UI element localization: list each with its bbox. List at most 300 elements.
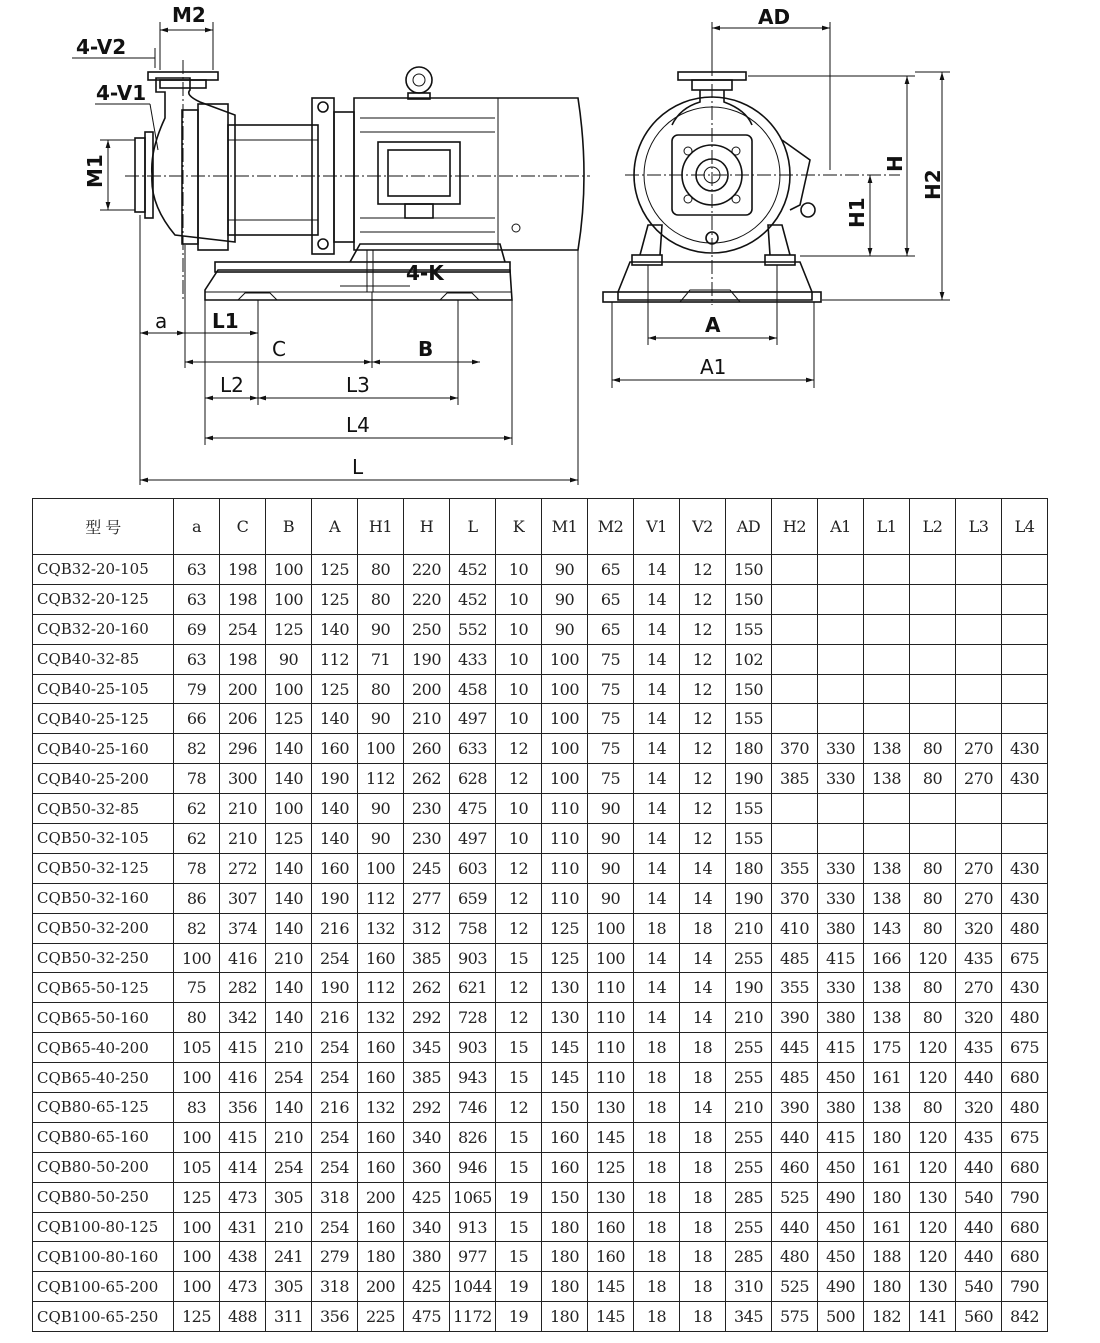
table-cell: 180 xyxy=(864,1182,910,1212)
table-cell: 488 xyxy=(220,1302,266,1332)
table-cell: 300 xyxy=(220,764,266,794)
table-cell: 62 xyxy=(174,824,220,854)
table-cell: 525 xyxy=(772,1182,818,1212)
table-cell xyxy=(910,614,956,644)
table-cell: 385 xyxy=(772,764,818,794)
table-cell: 100 xyxy=(542,764,588,794)
table-cell: 140 xyxy=(266,1093,312,1123)
table-cell: 140 xyxy=(266,1003,312,1033)
table-cell xyxy=(1002,614,1048,644)
table-cell: 14 xyxy=(634,973,680,1003)
table-cell: 18 xyxy=(680,1242,726,1272)
label-h1: H1 xyxy=(845,197,869,228)
table-row xyxy=(33,883,1048,913)
table-cell: 385 xyxy=(404,1063,450,1093)
table-cell: 746 xyxy=(450,1093,496,1123)
table-cell: 100 xyxy=(174,943,220,973)
table-cell: 680 xyxy=(1002,1242,1048,1272)
table-cell: 490 xyxy=(818,1182,864,1212)
table-cell: 80 xyxy=(174,1003,220,1033)
table-cell: 138 xyxy=(864,853,910,883)
table-cell: 125 xyxy=(266,704,312,734)
table-cell: 254 xyxy=(266,1063,312,1093)
table-cell: 10 xyxy=(496,674,542,704)
table-cell: 18 xyxy=(634,1093,680,1123)
table-cell: 452 xyxy=(450,584,496,614)
table-row xyxy=(33,794,1048,824)
table-cell: 188 xyxy=(864,1242,910,1272)
table-cell xyxy=(864,794,910,824)
table-cell: 100 xyxy=(266,584,312,614)
table-cell: 12 xyxy=(496,883,542,913)
table-cell: 430 xyxy=(1002,883,1048,913)
table-cell: 105 xyxy=(174,1033,220,1063)
model-cell: CQB50-32-200 xyxy=(33,913,174,943)
model-cell: CQB50-32-250 xyxy=(33,943,174,973)
table-cell: 90 xyxy=(588,853,634,883)
table-cell: 110 xyxy=(542,883,588,913)
table-cell: 497 xyxy=(450,704,496,734)
table-cell: 1065 xyxy=(450,1182,496,1212)
table-cell: 14 xyxy=(680,853,726,883)
table-cell: 18 xyxy=(634,1033,680,1063)
column-header: A xyxy=(312,499,358,555)
table-cell: 90 xyxy=(358,704,404,734)
table-cell: 90 xyxy=(542,555,588,585)
table-cell: 206 xyxy=(220,704,266,734)
table-cell: 143 xyxy=(864,913,910,943)
table-cell: 14 xyxy=(634,1003,680,1033)
table-cell: 12 xyxy=(680,644,726,674)
table-cell: 18 xyxy=(680,913,726,943)
table-cell: 633 xyxy=(450,734,496,764)
table-cell: 75 xyxy=(588,734,634,764)
table-cell: 18 xyxy=(634,1272,680,1302)
table-cell: 14 xyxy=(634,883,680,913)
table-cell: 80 xyxy=(910,913,956,943)
table-cell xyxy=(956,794,1002,824)
table-cell: 110 xyxy=(588,1003,634,1033)
table-cell: 198 xyxy=(220,644,266,674)
table-cell: 110 xyxy=(542,853,588,883)
table-cell: 903 xyxy=(450,943,496,973)
table-cell: 125 xyxy=(266,824,312,854)
table-row xyxy=(33,1152,1048,1182)
table-cell: 80 xyxy=(910,734,956,764)
table-cell: 66 xyxy=(174,704,220,734)
model-cell: CQB65-40-250 xyxy=(33,1063,174,1093)
table-cell: 79 xyxy=(174,674,220,704)
model-cell: CQB100-65-200 xyxy=(33,1272,174,1302)
table-cell: 680 xyxy=(1002,1212,1048,1242)
label-a1: A1 xyxy=(700,355,727,379)
table-cell: 1172 xyxy=(450,1302,496,1332)
table-cell: 435 xyxy=(956,943,1002,973)
table-cell: 75 xyxy=(588,704,634,734)
table-cell: 220 xyxy=(404,584,450,614)
table-cell: 10 xyxy=(496,824,542,854)
table-cell: 100 xyxy=(542,644,588,674)
table-row xyxy=(33,1093,1048,1123)
table-cell: 155 xyxy=(726,614,772,644)
table-cell: 120 xyxy=(910,1122,956,1152)
table-cell: 241 xyxy=(266,1242,312,1272)
table-cell: 560 xyxy=(956,1302,1002,1332)
table-cell: 262 xyxy=(404,973,450,1003)
table-cell: 415 xyxy=(818,943,864,973)
model-cell: CQB40-25-125 xyxy=(33,704,174,734)
table-cell: 112 xyxy=(312,644,358,674)
table-cell: 18 xyxy=(680,1122,726,1152)
table-cell xyxy=(1002,704,1048,734)
table-cell xyxy=(864,614,910,644)
table-cell xyxy=(864,644,910,674)
table-cell: 415 xyxy=(818,1033,864,1063)
table-row xyxy=(33,555,1048,585)
model-cell: CQB32-20-160 xyxy=(33,614,174,644)
table-cell: 438 xyxy=(220,1242,266,1272)
table-cell: 161 xyxy=(864,1152,910,1182)
table-row xyxy=(33,1272,1048,1302)
table-cell: 18 xyxy=(680,1302,726,1332)
table-cell xyxy=(1002,644,1048,674)
table-cell: 12 xyxy=(496,973,542,1003)
table-cell: 160 xyxy=(358,1212,404,1242)
table-cell: 415 xyxy=(220,1122,266,1152)
table-cell: 125 xyxy=(312,584,358,614)
column-header: 型 号 xyxy=(33,499,174,555)
table-cell: 370 xyxy=(772,734,818,764)
table-cell: 160 xyxy=(358,1063,404,1093)
table-cell: 140 xyxy=(266,764,312,794)
model-cell: CQB65-40-200 xyxy=(33,1033,174,1063)
table-cell: 356 xyxy=(220,1093,266,1123)
table-cell: 125 xyxy=(542,943,588,973)
table-cell: 138 xyxy=(864,973,910,1003)
column-header: H2 xyxy=(772,499,818,555)
table-cell: 210 xyxy=(266,1122,312,1152)
table-cell: 100 xyxy=(174,1242,220,1272)
table-cell: 270 xyxy=(956,883,1002,913)
table-cell xyxy=(910,674,956,704)
table-cell: 105 xyxy=(174,1152,220,1182)
table-cell: 10 xyxy=(496,704,542,734)
table-cell: 458 xyxy=(450,674,496,704)
table-row xyxy=(33,1242,1048,1272)
table-cell: 100 xyxy=(542,734,588,764)
table-cell: 150 xyxy=(726,674,772,704)
model-cell: CQB65-50-160 xyxy=(33,1003,174,1033)
label-m1: M1 xyxy=(83,154,107,188)
table-cell: 380 xyxy=(404,1242,450,1272)
table-cell: 132 xyxy=(358,1003,404,1033)
table-cell: 12 xyxy=(496,764,542,794)
table-cell xyxy=(864,824,910,854)
model-cell: CQB40-32-85 xyxy=(33,644,174,674)
table-cell: 842 xyxy=(1002,1302,1048,1332)
table-cell: 254 xyxy=(312,1212,358,1242)
column-header: L4 xyxy=(1002,499,1048,555)
table-cell: 198 xyxy=(220,555,266,585)
table-cell: 160 xyxy=(358,1152,404,1182)
table-cell: 125 xyxy=(174,1302,220,1332)
table-cell: 14 xyxy=(634,824,680,854)
table-cell xyxy=(1002,674,1048,704)
table-cell: 452 xyxy=(450,555,496,585)
table-cell: 1044 xyxy=(450,1272,496,1302)
label-4-v1: 4-V1 xyxy=(96,81,147,105)
model-cell: CQB50-32-160 xyxy=(33,883,174,913)
table-cell: 18 xyxy=(634,1242,680,1272)
table-cell: 100 xyxy=(174,1063,220,1093)
table-cell: 255 xyxy=(726,1033,772,1063)
table-cell: 161 xyxy=(864,1212,910,1242)
table-cell xyxy=(772,584,818,614)
table-row xyxy=(33,614,1048,644)
table-cell: 65 xyxy=(588,555,634,585)
model-cell: CQB50-32-85 xyxy=(33,794,174,824)
table-cell: 282 xyxy=(220,973,266,1003)
table-cell: 460 xyxy=(772,1152,818,1182)
table-cell: 475 xyxy=(450,794,496,824)
table-cell: 12 xyxy=(680,674,726,704)
column-header: L xyxy=(450,499,496,555)
table-cell: 18 xyxy=(680,1063,726,1093)
table-cell: 69 xyxy=(174,614,220,644)
table-cell: 14 xyxy=(634,853,680,883)
table-cell: 12 xyxy=(496,1093,542,1123)
table-cell: 100 xyxy=(174,1122,220,1152)
table-cell: 414 xyxy=(220,1152,266,1182)
table-cell xyxy=(818,704,864,734)
table-cell: 180 xyxy=(864,1272,910,1302)
table-cell: 675 xyxy=(1002,943,1048,973)
table-cell xyxy=(910,824,956,854)
table-cell xyxy=(864,674,910,704)
table-cell: 480 xyxy=(1002,913,1048,943)
table-row xyxy=(33,704,1048,734)
table-cell xyxy=(818,584,864,614)
table-cell: 15 xyxy=(496,1033,542,1063)
column-header: L2 xyxy=(910,499,956,555)
table-cell: 90 xyxy=(588,883,634,913)
table-cell: 80 xyxy=(910,1093,956,1123)
table-cell: 12 xyxy=(680,824,726,854)
spec-table xyxy=(32,498,1048,1332)
table-cell: 90 xyxy=(358,824,404,854)
table-cell: 75 xyxy=(588,764,634,794)
table-cell: 90 xyxy=(358,614,404,644)
table-cell: 659 xyxy=(450,883,496,913)
table-row xyxy=(33,853,1048,883)
table-cell: 490 xyxy=(818,1272,864,1302)
table-cell: 680 xyxy=(1002,1152,1048,1182)
table-cell: 125 xyxy=(588,1152,634,1182)
table-cell xyxy=(956,614,1002,644)
table-cell: 385 xyxy=(404,943,450,973)
table-cell: 80 xyxy=(358,555,404,585)
table-cell: 160 xyxy=(588,1212,634,1242)
table-cell: 216 xyxy=(312,1093,358,1123)
table-cell: 18 xyxy=(680,1272,726,1302)
table-cell: 230 xyxy=(404,824,450,854)
table-cell: 112 xyxy=(358,973,404,1003)
label-h: H xyxy=(883,155,907,172)
table-cell: 254 xyxy=(312,1152,358,1182)
table-cell: 132 xyxy=(358,1093,404,1123)
table-cell: 14 xyxy=(634,704,680,734)
label-h2: H2 xyxy=(921,169,945,200)
table-cell: 440 xyxy=(772,1122,818,1152)
table-cell: 180 xyxy=(358,1242,404,1272)
table-cell: 120 xyxy=(910,1033,956,1063)
table-cell: 758 xyxy=(450,913,496,943)
table-cell: 210 xyxy=(726,1003,772,1033)
table-cell: 12 xyxy=(680,614,726,644)
table-cell: 65 xyxy=(588,584,634,614)
table-cell: 18 xyxy=(634,1182,680,1212)
table-cell: 320 xyxy=(956,1003,1002,1033)
table-cell: 254 xyxy=(312,1122,358,1152)
table-cell: 190 xyxy=(404,644,450,674)
table-cell xyxy=(772,614,818,644)
table-cell: 380 xyxy=(818,913,864,943)
label-4-k: 4-K xyxy=(406,261,444,285)
table-cell: 525 xyxy=(772,1272,818,1302)
table-cell: 285 xyxy=(726,1242,772,1272)
table-cell: 210 xyxy=(266,943,312,973)
table-cell: 140 xyxy=(312,704,358,734)
table-cell: 790 xyxy=(1002,1272,1048,1302)
model-cell: CQB100-80-160 xyxy=(33,1242,174,1272)
column-header: K xyxy=(496,499,542,555)
table-cell: 311 xyxy=(266,1302,312,1332)
table-cell: 270 xyxy=(956,973,1002,1003)
model-cell: CQB40-25-105 xyxy=(33,674,174,704)
table-cell: 272 xyxy=(220,853,266,883)
table-cell: 140 xyxy=(266,853,312,883)
table-cell: 112 xyxy=(358,883,404,913)
table-cell: 475 xyxy=(404,1302,450,1332)
table-cell: 110 xyxy=(588,973,634,1003)
table-cell: 63 xyxy=(174,644,220,674)
table-cell: 14 xyxy=(634,644,680,674)
label-l1: L1 xyxy=(212,309,239,333)
label-ad: AD xyxy=(758,5,791,29)
column-header: L1 xyxy=(864,499,910,555)
table-cell: 145 xyxy=(542,1033,588,1063)
table-cell: 15 xyxy=(496,1242,542,1272)
table-cell: 360 xyxy=(404,1152,450,1182)
table-cell: 190 xyxy=(312,973,358,1003)
table-cell: 12 xyxy=(496,853,542,883)
table-cell: 90 xyxy=(542,584,588,614)
table-cell: 356 xyxy=(312,1302,358,1332)
table-cell: 790 xyxy=(1002,1182,1048,1212)
table-cell: 14 xyxy=(634,674,680,704)
table-cell xyxy=(864,584,910,614)
table-cell: 100 xyxy=(588,943,634,973)
table-cell: 675 xyxy=(1002,1122,1048,1152)
table-cell: 86 xyxy=(174,883,220,913)
table-cell xyxy=(956,704,1002,734)
table-cell: 410 xyxy=(772,913,818,943)
column-header: H xyxy=(404,499,450,555)
model-cell: CQB80-50-200 xyxy=(33,1152,174,1182)
table-cell: 10 xyxy=(496,584,542,614)
table-cell: 112 xyxy=(358,764,404,794)
table-cell: 180 xyxy=(726,734,772,764)
table-cell: 166 xyxy=(864,943,910,973)
table-cell: 330 xyxy=(818,853,864,883)
table-cell: 440 xyxy=(956,1212,1002,1242)
table-cell: 255 xyxy=(726,1122,772,1152)
table-cell: 445 xyxy=(772,1033,818,1063)
table-cell: 15 xyxy=(496,943,542,973)
table-cell xyxy=(1002,794,1048,824)
column-header: A1 xyxy=(818,499,864,555)
table-cell: 292 xyxy=(404,1003,450,1033)
table-cell xyxy=(772,794,818,824)
table-cell: 680 xyxy=(1002,1063,1048,1093)
table-cell: 255 xyxy=(726,1212,772,1242)
table-cell: 15 xyxy=(496,1152,542,1182)
table-cell: 125 xyxy=(174,1182,220,1212)
table-row xyxy=(33,644,1048,674)
table-cell: 903 xyxy=(450,1033,496,1063)
table-cell: 180 xyxy=(542,1212,588,1242)
table-cell: 12 xyxy=(680,764,726,794)
table-cell: 14 xyxy=(634,614,680,644)
table-cell: 10 xyxy=(496,644,542,674)
table-cell: 390 xyxy=(772,1003,818,1033)
table-cell: 12 xyxy=(680,584,726,614)
table-cell: 190 xyxy=(312,883,358,913)
table-cell: 80 xyxy=(358,584,404,614)
table-cell xyxy=(818,555,864,585)
table-cell: 175 xyxy=(864,1033,910,1063)
label-a: a xyxy=(155,309,168,333)
table-cell: 102 xyxy=(726,644,772,674)
label-l3: L3 xyxy=(346,373,370,397)
table-row xyxy=(33,1063,1048,1093)
table-cell: 431 xyxy=(220,1212,266,1242)
table-cell: 433 xyxy=(450,644,496,674)
table-cell xyxy=(864,704,910,734)
table-cell: 675 xyxy=(1002,1033,1048,1063)
table-cell xyxy=(956,584,1002,614)
table-cell xyxy=(772,704,818,734)
table-cell: 210 xyxy=(266,1212,312,1242)
table-cell: 160 xyxy=(312,853,358,883)
table-cell: 540 xyxy=(956,1182,1002,1212)
table-cell: 138 xyxy=(864,1003,910,1033)
table-cell: 150 xyxy=(726,555,772,585)
table-cell: 138 xyxy=(864,734,910,764)
table-cell: 140 xyxy=(312,614,358,644)
table-cell: 15 xyxy=(496,1063,542,1093)
table-cell: 254 xyxy=(266,1152,312,1182)
table-cell: 425 xyxy=(404,1272,450,1302)
table-cell xyxy=(910,644,956,674)
model-cell: CQB80-50-250 xyxy=(33,1182,174,1212)
table-cell: 19 xyxy=(496,1272,542,1302)
table-cell: 150 xyxy=(726,584,772,614)
table-cell: 100 xyxy=(358,853,404,883)
table-cell: 430 xyxy=(1002,853,1048,883)
table-cell: 80 xyxy=(910,853,956,883)
model-cell: CQB100-65-250 xyxy=(33,1302,174,1332)
